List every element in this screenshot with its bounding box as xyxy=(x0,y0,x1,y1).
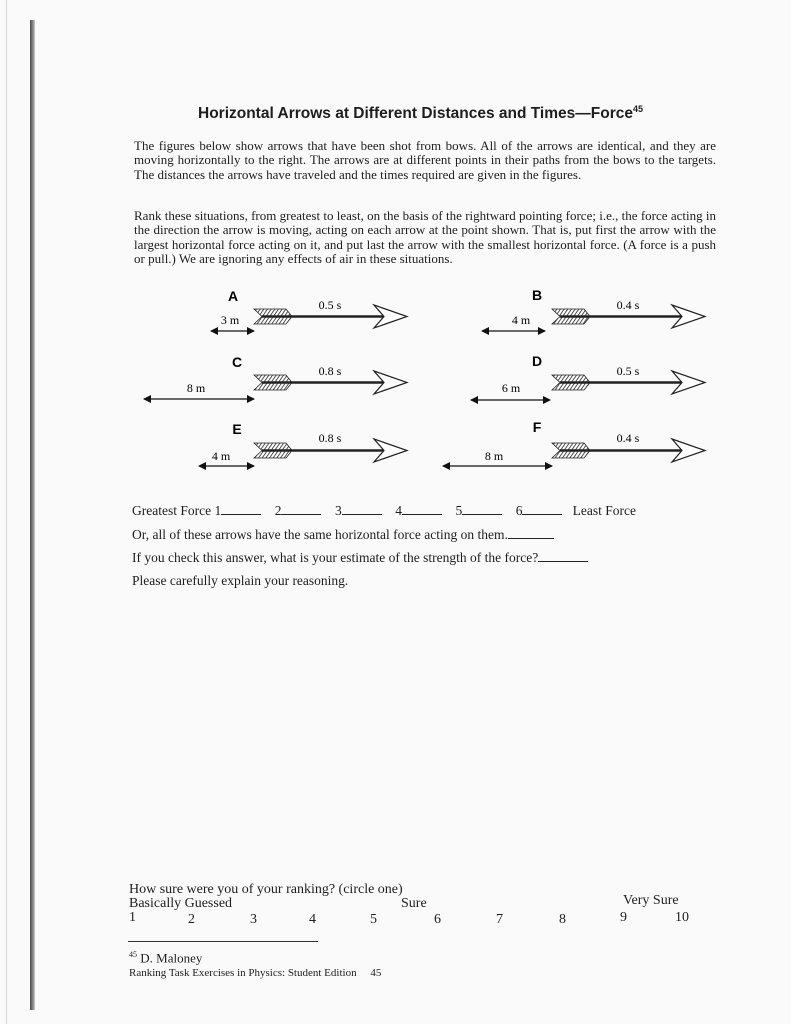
rank-slot-2-blank[interactable] xyxy=(281,503,321,515)
scan-binding-edge xyxy=(30,20,35,1010)
time-f: 0.4 s xyxy=(616,431,640,445)
distance-f: 8 m xyxy=(484,449,504,463)
page-title: Horizontal Arrows at Different Distances and Times—Force$^{45}$ xyxy=(198,104,643,123)
confidence-label-sure: Sure xyxy=(401,896,427,911)
distance-c: 8 m xyxy=(186,381,206,395)
figure-label-b: B xyxy=(531,287,543,303)
greatest-force-label: Greatest Force xyxy=(132,503,212,518)
rank-slot-4-number: 4 xyxy=(395,503,402,518)
rank-slot-2-number: 2 xyxy=(274,503,282,518)
distance-b: 4 m xyxy=(511,313,531,327)
ranking-line xyxy=(132,503,636,519)
time-c: 0.8 s xyxy=(318,364,342,378)
confidence-option-1[interactable]: 1 xyxy=(129,910,136,925)
distance-a: 3 m xyxy=(220,313,240,327)
confidence-label-very-sure: Very Sure xyxy=(623,893,679,908)
figure-label-f: F xyxy=(532,419,542,435)
same-force-text: Or, all of these arrows have the same horizontal force acting on them. xyxy=(132,527,508,542)
footnote-source: Ranking Task Exercises in Physics: Student Edition 45 xyxy=(129,967,382,979)
rank-slot-1-blank[interactable] xyxy=(221,503,261,515)
footnote-divider xyxy=(128,941,318,942)
instructions-paragraph: Rank these situations, from greatest to least, on the basis of the rightward pointing force; i.e., the force acting in the direction the arrow is moving, acting on each arrow at the point shown. That is, put first the arrow with the largest horizontal force acting on it, and put last the arrow with the smallest horizontal force. (A force is a push or pull.) We are ignoring any effects of air in these situations. xyxy=(134,208,716,267)
rank-slot-1-number: 1 xyxy=(214,503,222,518)
confidence-option-6[interactable]: 6 xyxy=(434,912,441,927)
scan-shadow-line xyxy=(6,0,7,1024)
confidence-option-9[interactable]: 9 xyxy=(620,910,627,925)
confidence-option-8[interactable]: 8 xyxy=(559,912,566,927)
figure-e xyxy=(199,421,407,466)
page-number: 45 xyxy=(370,967,382,979)
confidence-option-2[interactable]: 2 xyxy=(188,912,195,927)
rank-slot-3-number: 3 xyxy=(334,503,342,518)
figure-d xyxy=(471,353,705,400)
figure-f xyxy=(443,419,705,466)
least-force-label: Least Force xyxy=(572,503,636,518)
rank-slot-3-blank[interactable] xyxy=(342,503,382,515)
time-b: 0.4 s xyxy=(616,298,640,312)
confidence-option-5[interactable]: 5 xyxy=(370,912,377,927)
footnote-author: $^{45}$ D. Maloney xyxy=(129,950,203,966)
confidence-option-4[interactable]: 4 xyxy=(309,912,316,927)
confidence-option-10[interactable]: 10 xyxy=(675,910,689,925)
explain-prompt: Please carefully explain your reasoning. xyxy=(132,573,349,588)
same-force-blank[interactable] xyxy=(508,527,554,539)
confidence-label-basically-guessed: Basically Guessed xyxy=(129,896,233,911)
arrow-figures xyxy=(0,280,791,480)
time-a: 0.5 s xyxy=(318,298,342,312)
time-d: 0.5 s xyxy=(616,364,640,378)
confidence-option-3[interactable]: 3 xyxy=(250,912,257,927)
distance-e: 4 m xyxy=(211,449,231,463)
figure-c xyxy=(144,354,407,399)
time-e: 0.8 s xyxy=(318,431,342,445)
same-force-line xyxy=(132,527,554,543)
confidence-question: How sure were you of your ranking? (circle one) xyxy=(129,882,403,897)
estimate-line xyxy=(132,550,588,566)
figure-label-a: A xyxy=(227,288,239,304)
rank-slot-6-blank[interactable] xyxy=(522,503,562,515)
figure-label-d: D xyxy=(531,353,543,369)
rank-slot-5-blank[interactable] xyxy=(462,503,502,515)
confidence-option-7[interactable]: 7 xyxy=(496,912,503,927)
intro-paragraph: The figures below show arrows that have been shot from bows. All of the arrows are identical, and they are moving horizontally to the right. The arrows are at different points in their paths from the bows to the targets. The distances the arrows have traveled and the times required are given in the figures. xyxy=(134,138,716,182)
figure-label-e: E xyxy=(232,421,242,437)
figure-a xyxy=(211,288,407,331)
rank-slot-5-number: 5 xyxy=(455,503,463,518)
estimate-text: If you check this answer, what is your estimate of the strength of the force? xyxy=(132,550,539,565)
figure-label-c: C xyxy=(231,354,243,370)
rank-slot-6-number: 6 xyxy=(515,503,523,518)
figure-b xyxy=(482,287,705,331)
distance-d: 6 m xyxy=(501,381,521,395)
estimate-blank[interactable] xyxy=(538,550,588,562)
rank-slot-4-blank[interactable] xyxy=(402,503,442,515)
